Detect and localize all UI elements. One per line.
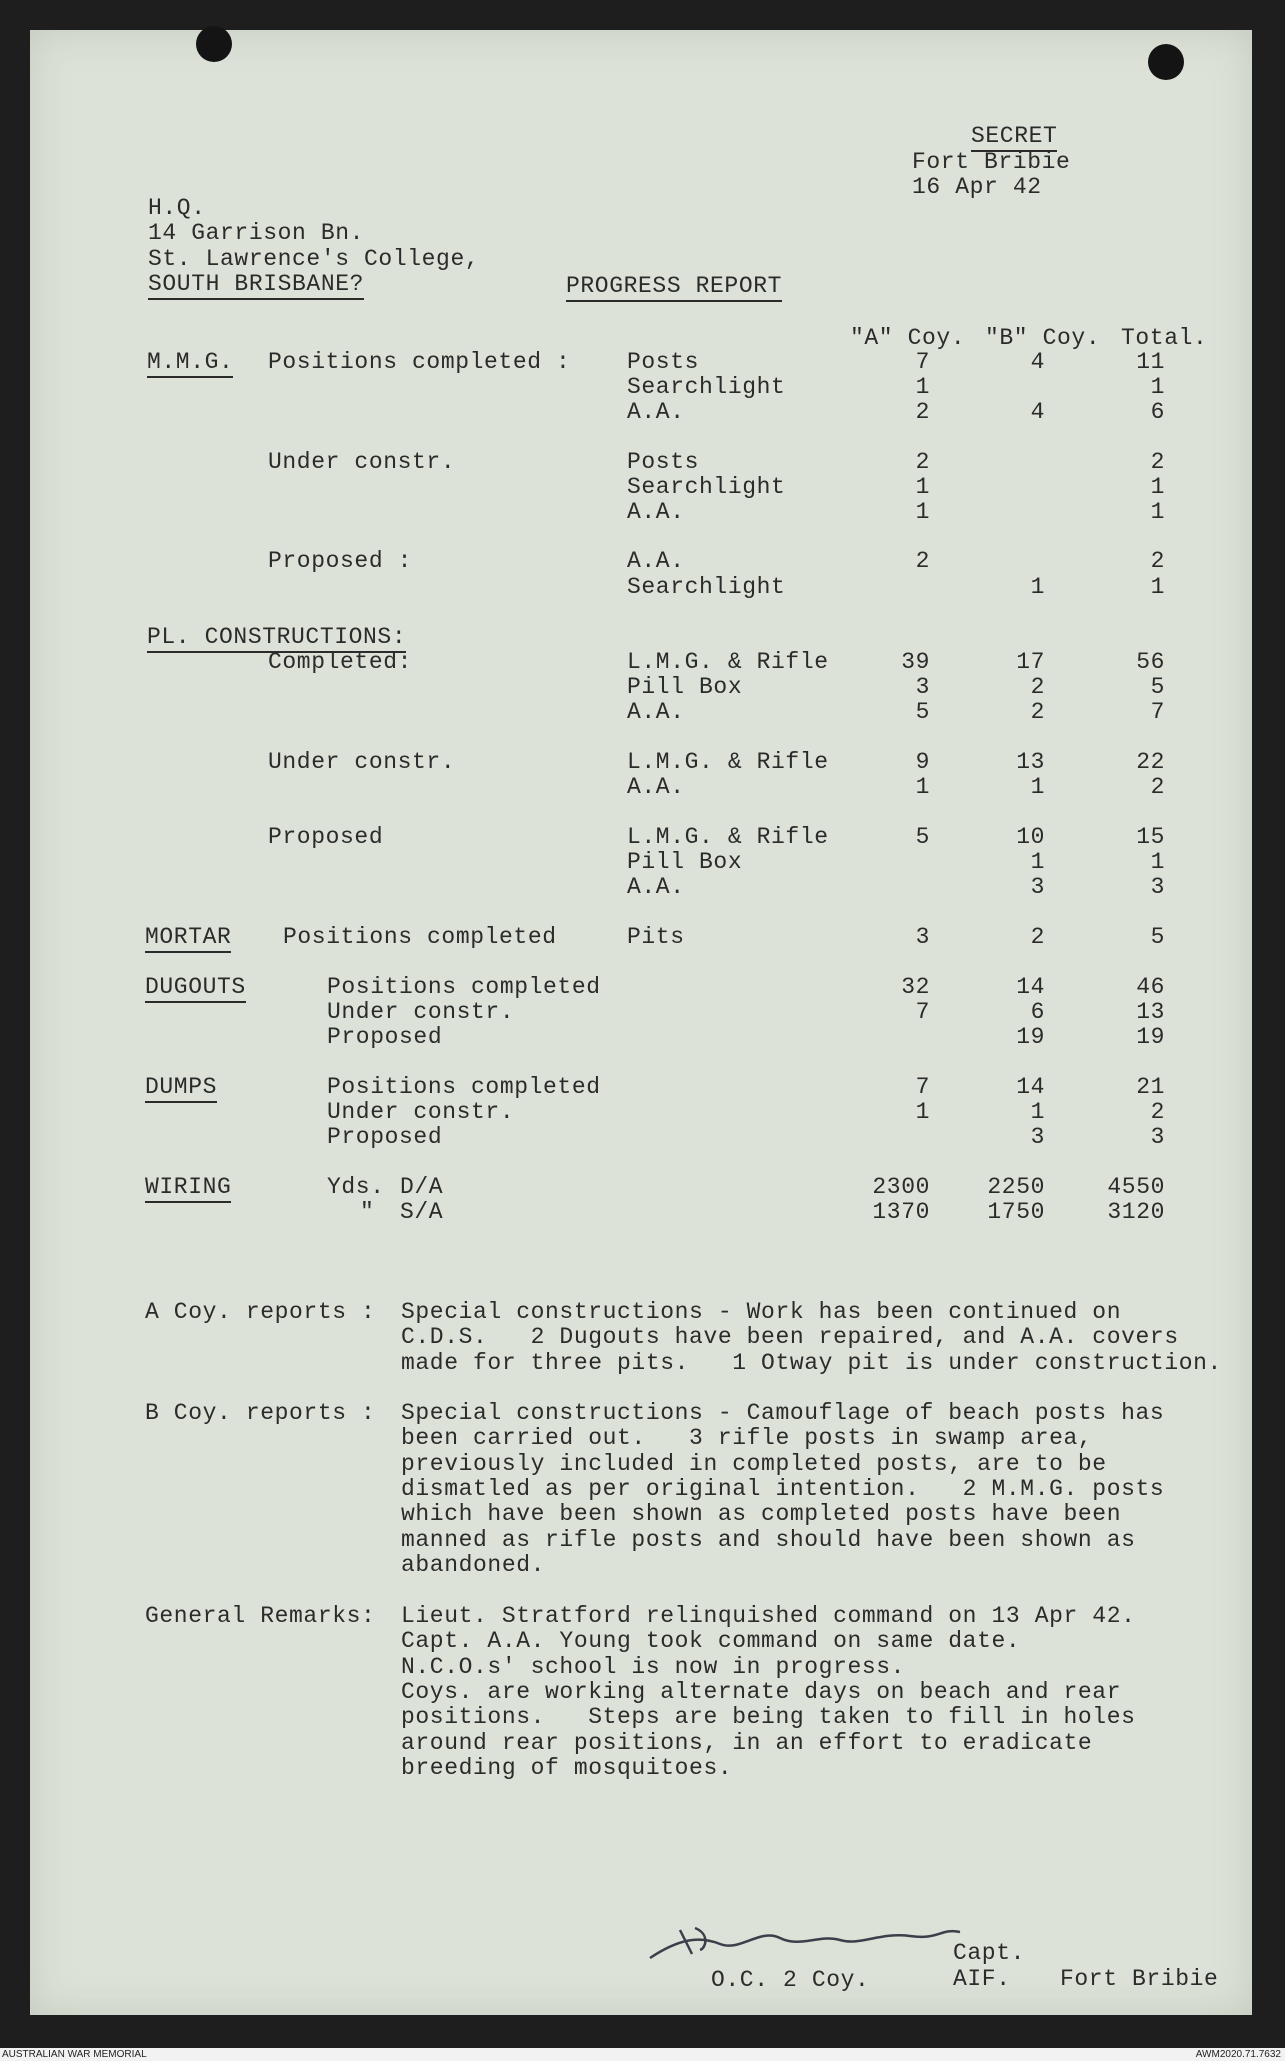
b-coy-value: 6	[1030, 999, 1045, 1025]
row-label: Positions completed	[283, 924, 557, 950]
row-item: A.A.	[627, 699, 685, 725]
a-coy-value: 3	[915, 924, 930, 950]
a-coy-value: 2	[915, 548, 930, 574]
row-item: Posts	[627, 449, 700, 475]
punch-hole	[1148, 44, 1184, 80]
row-label: Proposed	[327, 1124, 443, 1150]
total-value: 21	[1136, 1074, 1165, 1100]
row-label: Proposed :	[268, 548, 413, 574]
a-coy-value: 32	[901, 974, 930, 1000]
total-value: 15	[1136, 824, 1165, 850]
b-coy-value: 14	[1016, 1074, 1045, 1100]
signature-place: Fort Bribie	[1060, 1966, 1219, 1992]
column-header-total: Total.	[1121, 325, 1208, 351]
row-label: Positions completed	[327, 974, 601, 1000]
column-header-b-coy: "B" Coy.	[985, 325, 1101, 351]
remark-line: N.C.O.s' school is now in progress.	[401, 1653, 906, 1680]
remark-line: around rear positions, in an effort to eradicate	[401, 1729, 1093, 1756]
header-location: Fort Bribie	[912, 149, 1071, 175]
remark-line: abandoned.	[401, 1551, 546, 1578]
row-label: Yds.	[327, 1174, 385, 1200]
row-label: Positions completed :	[268, 349, 571, 375]
signature-line: O.C. 2 Coy.	[711, 1967, 870, 1993]
b-coy-value: 2250	[987, 1174, 1045, 1200]
general-remarks-label: General Remarks:	[145, 1603, 376, 1629]
remark-line: positions. Steps are being taken to fill in holes	[401, 1704, 1136, 1731]
row-label: "	[360, 1199, 375, 1225]
b-coy-value: 1	[1030, 1099, 1045, 1125]
total-value: 5	[1150, 924, 1165, 950]
header-date: 16 Apr 42	[912, 174, 1042, 200]
archive-footer	[0, 2048, 1285, 2061]
row-item: Posts	[627, 349, 700, 375]
b-coy-value: 3	[1030, 1124, 1045, 1150]
a-coy-value: 1	[915, 1099, 930, 1125]
total-value: 1	[1150, 499, 1165, 525]
row-item: A.A.	[627, 399, 685, 425]
total-value: 3	[1150, 874, 1165, 900]
remark-line: previously included in completed posts, are to be	[401, 1450, 1107, 1477]
b-coy-value: 2	[1030, 699, 1045, 725]
row-label: Under constr.	[268, 749, 456, 775]
a-coy-value: 2	[915, 449, 930, 475]
b-coy-value: 13	[1016, 749, 1045, 775]
total-value: 19	[1136, 1024, 1165, 1050]
a-coy-value: 2	[915, 399, 930, 425]
a-coy-value: 7	[915, 349, 930, 375]
row-item: A.A.	[627, 548, 685, 574]
remark-line: Capt. A.A. Young took command on same date.	[401, 1628, 1021, 1655]
section-heading: WIRING	[145, 1175, 231, 1203]
total-value: 1	[1150, 474, 1165, 500]
row-label: Under constr.	[327, 1099, 515, 1125]
address-line: H.Q.	[148, 195, 206, 221]
report-title: PROGRESS REPORT	[566, 274, 782, 302]
column-header-a-coy: "A" Coy.	[850, 325, 966, 351]
address-line: SOUTH BRISBANE?	[148, 272, 364, 300]
b-coy-value: 4	[1030, 349, 1045, 375]
a-coy-value: 1370	[872, 1199, 930, 1225]
row-label: Positions completed	[327, 1074, 601, 1100]
row-item: L.M.G. & Rifle	[627, 824, 829, 850]
a-coy-remarks-label: A Coy. reports :	[145, 1299, 376, 1325]
total-value: 5	[1150, 674, 1165, 700]
total-value: 1	[1150, 849, 1165, 875]
archive-reference: AWM2020.71.7632	[1195, 2049, 1281, 2060]
total-value: 11	[1136, 349, 1165, 375]
a-coy-value: 1	[915, 374, 930, 400]
b-coy-value: 10	[1016, 824, 1045, 850]
a-coy-value: 2300	[872, 1174, 930, 1200]
total-value: 46	[1136, 974, 1165, 1000]
total-value: 6	[1150, 399, 1165, 425]
total-value: 1	[1150, 374, 1165, 400]
signature-rank: Capt.	[953, 1940, 1026, 1966]
b-coy-value: 1	[1030, 849, 1045, 875]
remark-line: breeding of mosquitoes.	[401, 1754, 733, 1781]
row-item: L.M.G. & Rifle	[627, 649, 829, 675]
total-value: 1	[1150, 574, 1165, 600]
b-coy-value: 3	[1030, 874, 1045, 900]
row-label: Under constr.	[268, 449, 456, 475]
remark-line: made for three pits. 1 Otway pit is under construction.	[401, 1349, 1222, 1376]
row-item: D/A	[400, 1174, 444, 1200]
remark-line: C.D.S. 2 Dugouts have been repaired, and A.A. covers	[401, 1324, 1179, 1351]
remark-line: dismatled as per original intention. 2 M.M.G. posts	[401, 1475, 1165, 1502]
remark-line: Coys. are working alternate days on beach and rear	[401, 1678, 1122, 1705]
row-item: A.A.	[627, 499, 685, 525]
a-coy-value: 1	[915, 774, 930, 800]
b-coy-value: 19	[1016, 1024, 1045, 1050]
address-line: St. Lawrence's College,	[148, 246, 480, 272]
address-line: 14 Garrison Bn.	[148, 220, 365, 246]
total-value: 56	[1136, 649, 1165, 675]
section-heading: M.M.G.	[147, 350, 233, 378]
a-coy-value: 9	[915, 749, 930, 775]
remark-line: which have been shown as completed posts have been	[401, 1501, 1122, 1528]
row-item: Pits	[627, 924, 685, 950]
remark-line: Lieut. Stratford relinquished command on 13 Apr 42.	[401, 1603, 1136, 1629]
total-value: 7	[1150, 699, 1165, 725]
row-item: Pill Box	[627, 674, 743, 700]
row-label: Under constr.	[327, 999, 515, 1025]
b-coy-value: 4	[1030, 399, 1045, 425]
row-label: Completed:	[268, 649, 413, 675]
row-item: A.A.	[627, 774, 685, 800]
total-value: 3120	[1107, 1199, 1165, 1225]
punch-hole	[196, 26, 232, 62]
a-coy-value: 7	[915, 1074, 930, 1100]
b-coy-value: 1	[1030, 774, 1045, 800]
total-value: 2	[1150, 548, 1165, 574]
b-coy-value: 2	[1030, 674, 1045, 700]
row-item: A.A.	[627, 874, 685, 900]
remark-line: Special constructions - Camouflage of beach posts has	[401, 1400, 1165, 1426]
row-label: Proposed	[327, 1024, 443, 1050]
a-coy-value: 7	[915, 999, 930, 1025]
total-value: 2	[1150, 449, 1165, 475]
row-item: Searchlight	[627, 474, 786, 500]
a-coy-value: 3	[915, 674, 930, 700]
total-value: 2	[1150, 774, 1165, 800]
total-value: 22	[1136, 749, 1165, 775]
section-heading: DUGOUTS	[145, 975, 246, 1003]
b-coy-value: 1	[1030, 574, 1045, 600]
classification-marking: SECRET	[971, 124, 1057, 152]
a-coy-value: 5	[915, 824, 930, 850]
remark-line: Special constructions - Work has been continued on	[401, 1299, 1122, 1325]
b-coy-value: 1750	[987, 1199, 1045, 1225]
row-item: Pill Box	[627, 849, 743, 875]
total-value: 3	[1150, 1124, 1165, 1150]
section-heading: PL. CONSTRUCTIONS:	[147, 625, 406, 653]
row-item: Searchlight	[627, 374, 786, 400]
row-item: Searchlight	[627, 574, 786, 600]
total-value: 13	[1136, 999, 1165, 1025]
total-value: 2	[1150, 1099, 1165, 1125]
row-item: S/A	[400, 1199, 444, 1225]
a-coy-value: 5	[915, 699, 930, 725]
b-coy-value: 2	[1030, 924, 1045, 950]
b-coy-value: 17	[1016, 649, 1045, 675]
archive-name: AUSTRALIAN WAR MEMORIAL	[2, 2049, 147, 2060]
row-label: Proposed	[268, 824, 384, 850]
handwritten-signature	[640, 1908, 980, 1968]
section-heading: MORTAR	[145, 925, 231, 953]
remark-line: been carried out. 3 rifle posts in swamp area,	[401, 1425, 1093, 1452]
total-value: 4550	[1107, 1174, 1165, 1200]
remark-line: manned as rifle posts and should have been shown as	[401, 1526, 1136, 1553]
a-coy-value: 39	[901, 649, 930, 675]
section-heading: DUMPS	[145, 1075, 217, 1103]
b-coy-remarks-label: B Coy. reports :	[145, 1400, 376, 1426]
b-coy-value: 14	[1016, 974, 1045, 1000]
a-coy-value: 1	[915, 474, 930, 500]
row-item: L.M.G. & Rifle	[627, 749, 829, 775]
a-coy-value: 1	[915, 499, 930, 525]
signature-unit: AIF.	[953, 1966, 1011, 1992]
